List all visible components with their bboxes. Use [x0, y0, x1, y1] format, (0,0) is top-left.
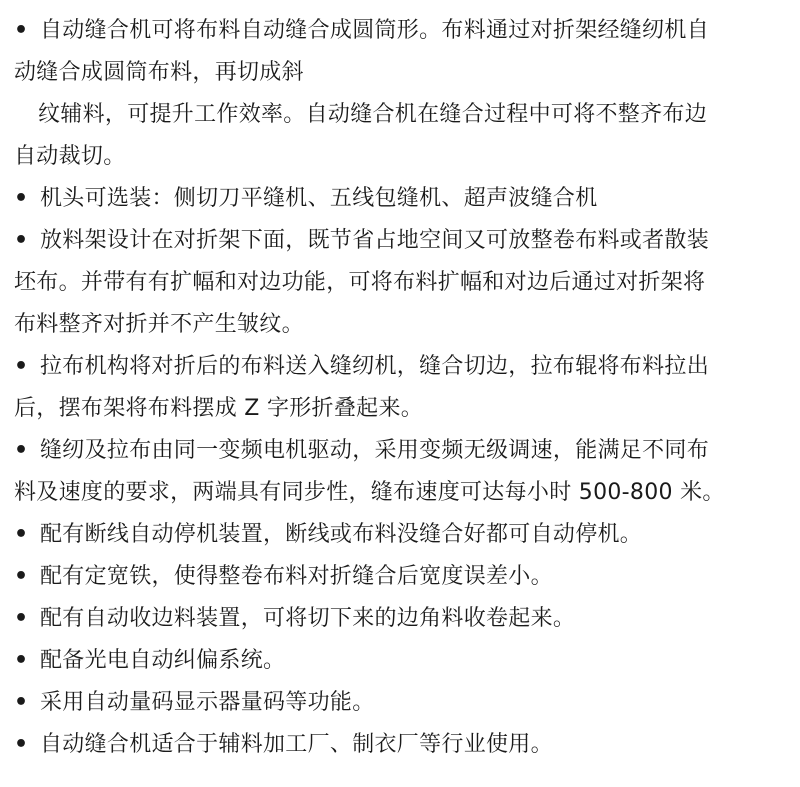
list-item-continuation	[14, 58, 792, 88]
line-text: 动缝合成圆筒布料，再切成斜	[14, 60, 304, 85]
bullet-icon: •	[14, 522, 29, 547]
bullet-list-item	[14, 730, 792, 760]
bullet-list-item	[14, 520, 792, 550]
line-text: 放料架设计在对折架下面，既节省占地空间又可放整卷布料或者散装	[40, 228, 710, 253]
bullet-list-item	[14, 604, 792, 634]
bullet-list-item	[14, 352, 792, 382]
list-item-continuation	[14, 478, 792, 508]
bullet-icon: •	[14, 228, 29, 253]
line-text: 配有自动收边料装置，可将切下来的边角料收卷起来。	[40, 606, 576, 631]
line-text: 拉布机构将对折后的布料送入缝纫机，缝合切边，拉布辊将布料拉出	[40, 354, 710, 379]
bullet-icon: •	[14, 690, 29, 715]
bullet-icon: •	[14, 564, 29, 589]
line-text: 自动缝合机适合于辅料加工厂、制衣厂等行业使用。	[40, 732, 553, 757]
list-item-continuation	[14, 310, 792, 340]
line-text: 坯布。并带有有扩幅和对边功能，可将布料扩幅和对边后通过对折架将	[14, 270, 706, 295]
line-text: 缝纫及拉布由同一变频电机驱动，采用变频无级调速，能满足不同布	[40, 438, 710, 463]
line-text: 配备光电自动纠偏系统。	[40, 648, 286, 673]
list-item-continuation	[14, 394, 792, 424]
line-text: 采用自动量码显示器量码等功能。	[40, 690, 375, 715]
line-text: 自动缝合机可将布料自动缝合成圆筒形。布料通过对折架经缝纫机自	[40, 18, 710, 43]
line-text: 料及速度的要求，两端具有同步性，缝布速度可达每小时 500-800 米。	[14, 480, 725, 505]
bullet-icon: •	[14, 186, 29, 211]
list-item-continuation	[14, 100, 792, 130]
line-text: 纹辅料，可提升工作效率。自动缝合机在缝合过程中可将不整齐布边	[38, 102, 708, 127]
line-text: 机头可选装：侧切刀平缝机、五线包缝机、超声波缝合机	[40, 186, 598, 211]
bullet-icon: •	[14, 732, 29, 757]
bullet-list-item	[14, 688, 792, 718]
list-item-continuation	[14, 142, 792, 172]
bullet-icon: •	[14, 18, 29, 43]
bullet-list-item	[14, 646, 792, 676]
bullet-list-item	[14, 562, 792, 592]
list-item-continuation	[14, 268, 792, 298]
line-text: 配有断线自动停机装置，断线或布料没缝合好都可自动停机。	[40, 522, 643, 547]
bullet-list-item	[14, 226, 792, 256]
bullet-icon: •	[14, 354, 29, 379]
line-text: 后，摆布架将布料摆成 Z 字形折叠起来。	[14, 396, 424, 421]
bullet-icon: •	[14, 648, 29, 673]
line-text: 配有定宽铁，使得整卷布料对折缝合后宽度误差小。	[40, 564, 553, 589]
line-text: 自动裁切。	[14, 144, 126, 169]
line-text: 布料整齐对折并不产生皱纹。	[14, 312, 304, 337]
bullet-icon: •	[14, 606, 29, 631]
bullet-list-item	[14, 436, 792, 466]
bullet-list-item	[14, 16, 792, 46]
bullet-list-item	[14, 184, 792, 214]
bullet-icon: •	[14, 438, 29, 463]
